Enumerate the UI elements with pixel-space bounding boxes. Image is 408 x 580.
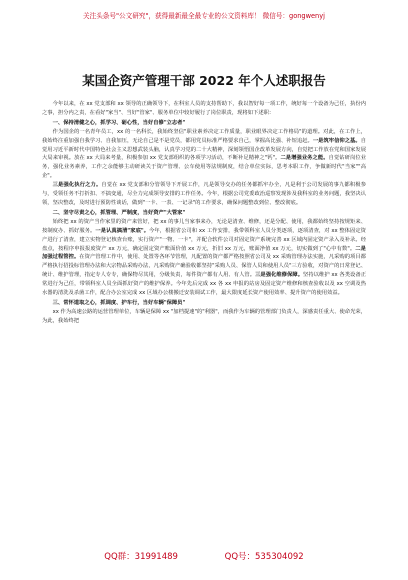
document-body bbox=[42, 100, 366, 326]
intro-paragraph: 今年以来，在 xx 党支部和 xx 领导的正确领导下，在科室人员的支持帮助下，我以智好每一项工作，统好每一个设备为己任，执份内之事，担分内之责，在看好"家当"、当好"管家"、服务单位中较好履行了岗位职责，现将如下述职： bbox=[42, 101, 366, 116]
section-1-paragraph-2 bbox=[42, 181, 366, 208]
section-2-point-2: 二是加强过程管控。 bbox=[42, 245, 366, 261]
section-2-point-1: 一是认真搞清"家底"。 bbox=[95, 227, 150, 234]
document-title: 某国企资产管理干部 2022 年个人述职报告 bbox=[82, 73, 326, 88]
promo-banner[interactable] bbox=[0, 12, 408, 21]
section-1-text-c: 自觉钻研岗位业务，强化业务素养，工作之余能够主动研读关于资产管理、公车使用等法规制度，结合单位实际，思考本职工作，争做新时代"当家""高企"。 bbox=[42, 155, 366, 180]
section-2-heading: 二、坚守尽责之心，抓管理、严制度，当好资产"大管家" bbox=[52, 209, 186, 216]
section-1-text-a: 作为国企的一名青年员工，xx 的一名科长，我始终坚信"职业素养决定工作质量，职业眼界决定工作格局"的道理。对此，在工作上，我始终注重加强自我学习、自我加压，无论自己是不是党员，都用党员标准严格要求自己，掌握高比强、补短追赶。 bbox=[42, 128, 366, 144]
section-3-heading: 三、常怀道取之心，抓调度、护车行，当好车辆"保障员" bbox=[52, 299, 186, 306]
section-1-paragraph bbox=[42, 128, 366, 181]
promo-banner-line[interactable]: 关注头条号"公文研究"，获得最新最全最专业的公文资料库！ 微信号：gongwenyj bbox=[83, 12, 325, 20]
section-2-text-d: 坚持以维护 xx 各类设备正常进行为己任，带领科室人员全面抓好资产的维护保养。今年先后完成 xx 各 xx 申报的站房及固定资产维修和核查验收以及 xx 空调及热水器的清洗及杀菌工作，配合办公室完成 xx 区域办公楼搬迁安装调试工作，最大限度延长资产使用效率、提升资产的使用效益。 bbox=[42, 272, 366, 297]
section-1-point-1: 一是筑牢信仰之基。 bbox=[312, 137, 361, 144]
section-2-text-c: 在资产管理工作中，使用、处置等各环节管理，凡配置的资产都严格按照省公司及 xx 采购管理办法实施，凡采购的项目都严格执行招投标管理办法和大宗物品采购办法，凡采购资产确验收都坚持"采购人员、保管人员和使用人员"三方验收，对资产的日常登记、统计、维护管理，指定专人专专，确保物尽其用，分级负责，每件资产都有人用、有人管。 bbox=[42, 254, 366, 279]
section-1-heading: 一、保持清健之心，抓学习、砺心性，当好自修"立志者" bbox=[52, 119, 186, 126]
section-2-text-a: 始终把 xx 的资产当作家里的资产来管好，把 xx 的事儿当家事来办，无论是清查、维修，还是分配、使用，我都始终坚持按规矩来、按制度办、抓好服务。 bbox=[42, 218, 366, 234]
section-1-text-d: 自觉在 xx 党支部和分管领导下开展工作，凡是领导交办的任务都抓牢办全，凡是利于公司发展的事九都积极参与，受领任务不打折扣、不搞变通，尽全力完成领导安排的工作任务。今年，根据公司党委政治巡察发现涉及我科室的业务问题，我坚决认领，坚决整改，及时进行预防性谈话，做到"一卡、一表、一记录"的工作要求，确保问题整改到位、整改彻底。 bbox=[42, 182, 366, 206]
section-2-paragraph bbox=[42, 218, 366, 298]
section-3-paragraph: xx 作为高速公路的运营管理单位，车辆是保障 xx "加档提速"的"利器"，而我作为车辆的管理部门负责人，深感责任重大、使命光荣，为此，我始终把 bbox=[42, 308, 366, 324]
qq-group-label: QQ群：31991489 bbox=[104, 552, 178, 562]
section-2-text-b: 今年，根据省公司和 xx 工作安排，我带领科室人员分类逐项，逐项清查，对 xx 整体固定资产进行了清查，建立实物登记核查台账，实行资产"一物、一卡"，并配合软件公司对固定资产系统完善 xx 区域内固定资产录入及补录。经盘点，按程序申报报废资产 xx 万元，确定固定资产账面价值 xx 万元，折旧 xx 万元，账面净值 xx 万元，切实做到了"心中有数"。 bbox=[42, 227, 366, 252]
section-1-point-3: 三是强化执行之力。 bbox=[52, 182, 102, 189]
qq-number-label: QQ号：535304092 bbox=[224, 552, 304, 562]
section-1-point-2: 二是增强业务之能。 bbox=[280, 155, 329, 162]
contact-footer bbox=[0, 552, 408, 563]
section-2-point-3: 三是强化维修保障。 bbox=[255, 272, 304, 279]
section-1-text-b: 自觉用习近平新时代中国特色社会主义思想武装头脑，认真学习党的二十大精神，深刻领悟国企改革发展方向，自觉把工作放在党和国家发展大局来审视。放在 xx 大局来考量，积极参加 xx 党支部组织的各项学习活动，不断补足精神之"钙"。 bbox=[42, 137, 366, 162]
